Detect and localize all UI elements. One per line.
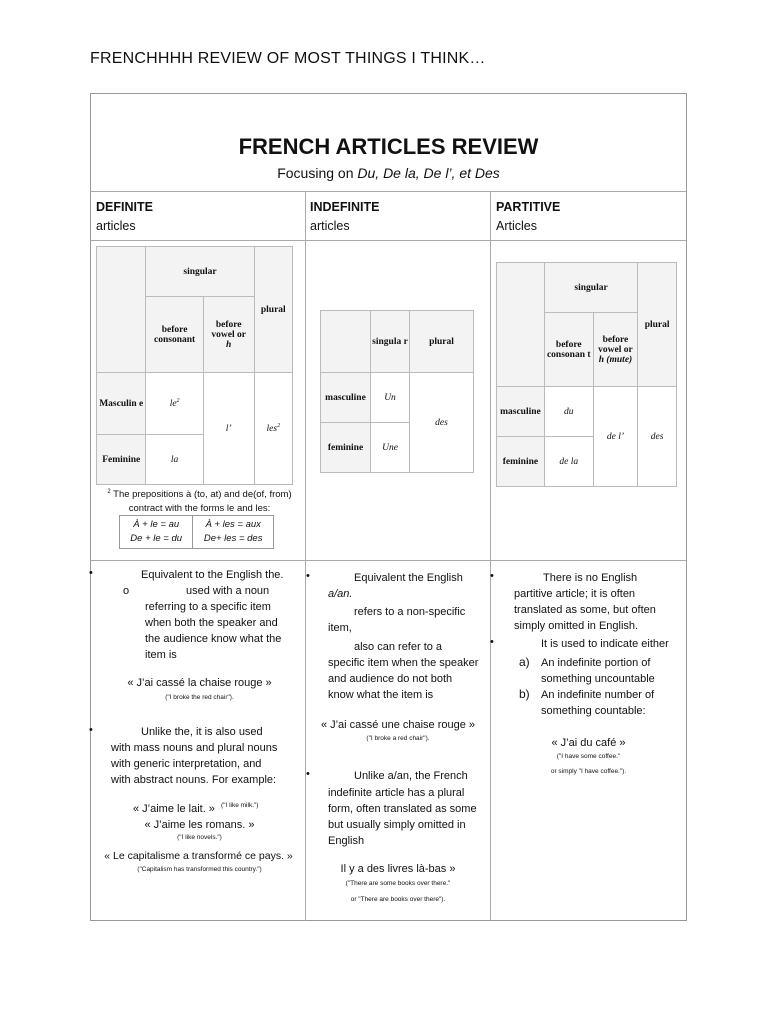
bullet-icon: • — [490, 570, 494, 582]
indefinite-une-cell: Une — [371, 423, 410, 473]
indefinite-note-1-line-4: item, — [328, 622, 352, 634]
indefinite-example-2: Il y a des livres là-bas » — [340, 863, 456, 875]
bullet-icon: • — [306, 768, 310, 780]
definite-note-2-line-1: Unlike the, it is also used — [141, 726, 263, 738]
definite-sub-line-3: when both the speaker and — [145, 617, 278, 629]
definite-feminine-label: Feminine — [97, 435, 146, 485]
partitive-du-cell: du — [544, 387, 593, 437]
partitive-before-consonant-header: before consonan t — [544, 313, 593, 387]
definite-sub-marker: o — [123, 585, 130, 597]
partitive-b-line-2: something countable: — [541, 705, 646, 717]
partitive-plural-header: plural — [638, 263, 677, 387]
indefinite-example-2-translation-1: ("There are some books over there." — [345, 880, 451, 887]
column-head-partitive: PARTITIVE Articles — [496, 200, 561, 233]
partitive-marker-a: a) — [519, 655, 530, 669]
preposition-contraction-table — [119, 515, 274, 549]
column-divider-2 — [490, 191, 491, 921]
indefinite-note-1-line-7: and audience do not both — [328, 673, 453, 685]
definite-sub-line-2: referring to a specific item — [145, 601, 271, 613]
page-title: FRENCH ARTICLES REVIEW — [238, 134, 539, 159]
indefinite-des-cell: des — [410, 373, 474, 473]
partitive-example-1-translation-1: ("I have some coffee." — [556, 753, 621, 760]
definite-example-3: « J’aime les romans. » — [144, 819, 255, 831]
indefinite-note-2-line-2: indefinite article has a plural — [328, 787, 465, 799]
indefinite-example-2-translation-2: or "There are books over there"). — [350, 896, 446, 903]
partitive-example-1-translation-2: or simply "I have coffee."). — [550, 768, 627, 775]
partitive-de-la-cell: de la — [544, 437, 593, 487]
definite-articles-table — [96, 246, 293, 485]
definite-example-4-translation: ("Capitalism has transformed this country.") — [137, 866, 262, 873]
definite-before-consonant-header: before consonant — [146, 297, 203, 373]
partitive-a-line-2: something uncountable — [541, 673, 655, 685]
column-head-definite: DEFINITE articles — [96, 200, 153, 233]
definite-sub-line-1: used with a noun — [186, 585, 270, 597]
indefinite-feminine-label: feminine — [321, 423, 371, 473]
column-divider-1 — [305, 191, 306, 921]
definite-example-1-translation: ("I broke the red chair"). — [165, 694, 234, 701]
definite-example-3-translation: ("I like novels.") — [177, 834, 222, 841]
partitive-des-cell: des — [638, 387, 677, 487]
page-subtitle: Focusing on Du, De la, De l’, et Des — [277, 165, 500, 181]
definite-note-1: Equivalent to the English the. — [141, 569, 284, 581]
indefinite-note-2-line-5: English — [328, 835, 365, 847]
partitive-note-2: It is used to indicate either — [541, 638, 669, 650]
definite-l-cell: l’ — [203, 373, 254, 485]
definite-sub-line-5: item is — [145, 649, 177, 661]
document-header: FRENCHHHH REVIEW OF MOST THINGS I THINK… — [90, 50, 486, 67]
indefinite-note-2-line-3: form, often translated as some — [328, 803, 477, 815]
partitive-b-line-1: An indefinite number of — [541, 689, 655, 701]
partitive-note-1-line-4: simply omitted in English. — [514, 620, 639, 632]
indefinite-masculine-label: masculine — [321, 373, 371, 423]
definite-le-cell: $le^2$ — [146, 373, 203, 435]
indefinite-note-1-line-3: refers to a non-specific — [354, 606, 466, 618]
prep-a-le: À + le = au De + le = du — [120, 516, 193, 549]
divider-header — [90, 191, 687, 192]
partitive-de-l-cell: de l’ — [593, 387, 638, 487]
definite-example-2-translation: ("I like milk.") — [221, 802, 259, 809]
indefinite-note-1-line-8: know what the item is — [328, 689, 434, 701]
indefinite-note-1-line-2: a/an. — [328, 588, 353, 600]
partitive-feminine-label: feminine — [497, 437, 545, 487]
indefinite-articles-table — [320, 310, 474, 473]
indefinite-note-1-line-1: Equivalent the English — [354, 572, 463, 584]
partitive-before-vowel-header: before vowel or h (mute) — [593, 313, 638, 387]
definite-plural-header: plural — [254, 247, 292, 373]
definite-note-2-line-2: with mass nouns and plural nouns — [111, 742, 278, 754]
partitive-marker-b: b) — [519, 687, 530, 701]
divider-colheads — [90, 240, 687, 241]
partitive-masculine-label: masculine — [497, 387, 545, 437]
indefinite-example-1-translation: ("I broke a red chair"). — [366, 735, 430, 742]
prep-a-les: À + les = aux De+ les = des — [193, 516, 274, 549]
definite-masculine-label: Masculin e — [97, 373, 146, 435]
indefinite-note-2-line-4: but usually simply omitted in — [328, 819, 466, 831]
definite-note-2-line-4: with abstract nouns. For example: — [111, 774, 277, 786]
bullet-icon: • — [89, 724, 93, 736]
partitive-articles-table — [496, 262, 677, 487]
column-head-indefinite: INDEFINITE articles — [310, 200, 380, 233]
indefinite-note-1-line-6: specific item when the speaker — [328, 657, 479, 669]
definite-la-cell: la — [146, 435, 203, 485]
partitive-note-1-line-2: partitive article; it is often — [514, 588, 636, 600]
definite-example-4: « Le capitalisme a transformé ce pays. » — [104, 850, 293, 862]
definite-example-1: « J’ai cassé la chaise rouge » — [127, 677, 272, 689]
partitive-note-1-line-3: translated as some, but often — [514, 604, 656, 616]
indefinite-note-2-line-1: Unlike a/an, the French — [354, 770, 468, 782]
definite-footnote: $^2$ The prepositions à (to, at) and de(of, from) contract with the forms le and les: — [107, 489, 292, 515]
definite-note-2-line-3: with generic interpretation, and — [111, 758, 262, 770]
bullet-icon: • — [306, 570, 310, 582]
partitive-a-line-1: An indefinite portion of — [541, 657, 651, 669]
definite-example-2: « J’aime le lait. » — [133, 803, 215, 815]
partitive-note-1-line-1: There is no English — [543, 572, 638, 584]
partitive-singular-header: singular — [544, 263, 637, 313]
definite-les-cell: les$^2$ — [254, 373, 292, 485]
indefinite-singular-header: singula r — [371, 311, 410, 373]
partitive-example-1: « J’ai du café » — [551, 737, 626, 749]
definite-singular-header: singular — [146, 247, 254, 297]
definite-before-vowel-header: before vowel or h — [203, 297, 254, 373]
bullet-icon: • — [490, 636, 494, 648]
divider-tables — [90, 560, 687, 561]
indefinite-plural-header: plural — [410, 311, 474, 373]
indefinite-example-1: « J’ai cassé une chaise rouge » — [320, 719, 476, 731]
bullet-icon: • — [89, 567, 93, 579]
definite-sub-line-4: the audience know what the — [145, 633, 282, 645]
indefinite-un-cell: Un — [371, 373, 410, 423]
indefinite-note-1-line-5: also can refer to a — [354, 641, 443, 653]
